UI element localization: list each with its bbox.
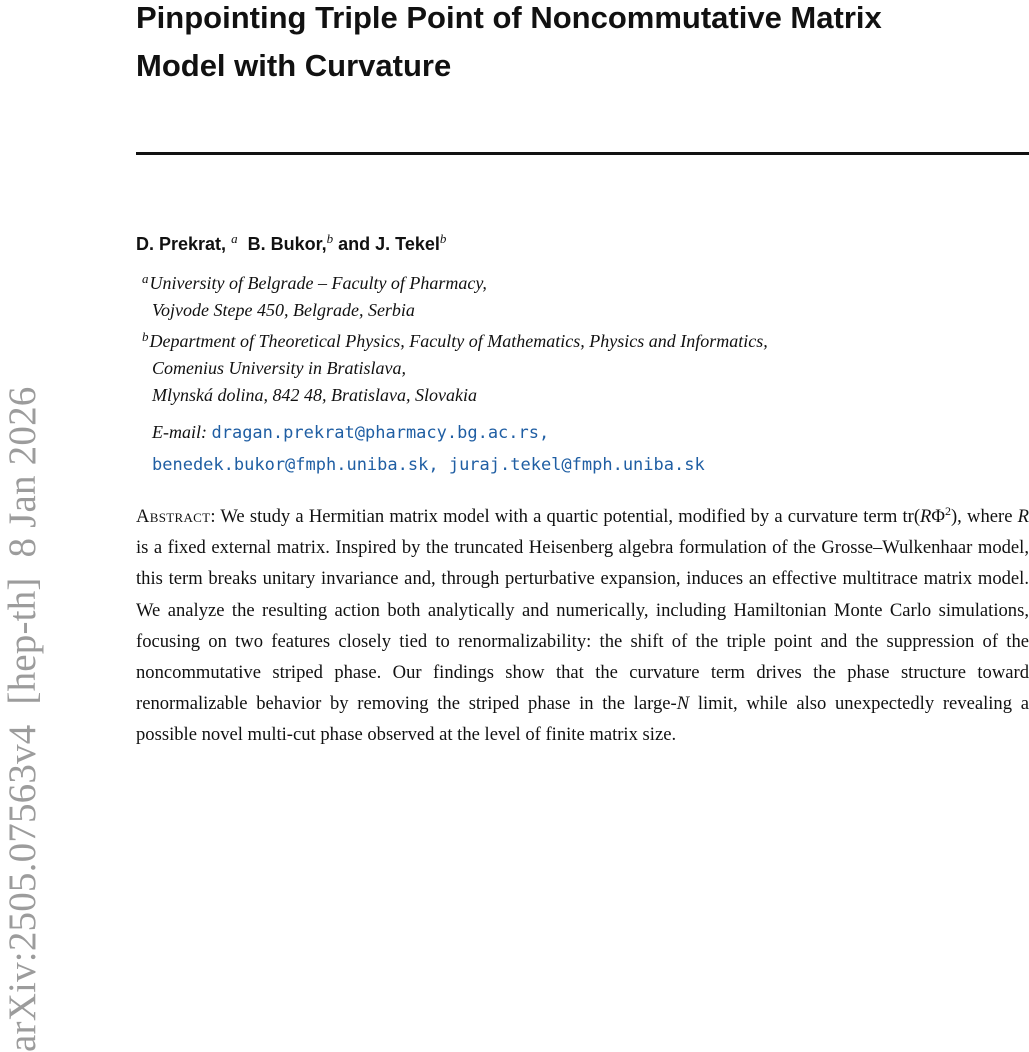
affiliation-b-mark: b xyxy=(142,329,149,344)
abstract-label: Abstract xyxy=(136,506,211,527)
symbol-r-matrix: R xyxy=(1017,506,1029,527)
affiliation-b-line-1 xyxy=(142,328,768,355)
abstract-text-3: is a fixed external matrix. Inspired by the truncated Heisenberg algebra formulation of the Grosse–Wulkenhaar model, this term breaks unitary invariance and, through perturbative expansion, induces an effective multitrace matrix model. We analyze the resulting action both analytically and numerically, including Hamiltonian Monte Carlo simulations, focusing on two features closely tied to renormalizability: the shift of the triple point and the suppression of the noncommutative striped phase. Our findings show that the curvature term drives the phase structure toward renormalizable behavior by removing the striped phase in the large- xyxy=(136,537,1029,715)
email-link-bukor[interactable]: benedek.bukor@fmph.uniba.sk xyxy=(152,455,429,475)
title-divider xyxy=(136,152,1029,155)
author-prekrat: D. Prekrat, xyxy=(136,234,227,254)
email-separator-2: , xyxy=(428,455,449,475)
abstract-label-colon: : xyxy=(210,506,216,527)
author-bukor: B. Bukor, xyxy=(247,234,327,254)
contact-emails xyxy=(152,417,705,481)
paper-title-line-1: Pinpointing Triple Point of Noncommutative Matrix xyxy=(136,0,882,35)
email-separator-1: , xyxy=(539,423,550,443)
affiliation-a-mark: a xyxy=(142,271,149,286)
symbol-n: N xyxy=(676,693,690,715)
author-tekel-affiliation-mark: b xyxy=(439,231,447,246)
abstract-text-4: limit, while also unexpectedly revealing a possible novel multi-cut phase observed at the level of finite matrix size. xyxy=(136,693,1029,746)
affiliation-b-address: Mlynská dolina, 842 48, Bratislava, Slovakia xyxy=(152,385,477,405)
symbol-r: R xyxy=(920,506,932,527)
affiliation-b xyxy=(142,328,768,409)
affiliation-b-university: Comenius University in Bratislava, xyxy=(152,358,406,378)
authors-conjunction: and xyxy=(338,234,371,254)
abstract-paragraph xyxy=(136,501,1029,751)
affiliation-a-institution: University of Belgrade – Faculty of Pharmacy, xyxy=(149,273,487,293)
paper-title-line-2: Model with Curvature xyxy=(136,48,452,83)
paper-title xyxy=(136,0,1016,90)
affiliation-a xyxy=(142,270,487,324)
author-tekel: J. Tekel xyxy=(375,234,440,254)
email-link-prekrat[interactable]: dragan.prekrat@pharmacy.bg.ac.rs xyxy=(211,423,539,443)
abstract-text-1: We study a Hermitian matrix model with a quartic potential, modified by a curvature term tr( xyxy=(215,506,921,527)
affiliation-a-line-1 xyxy=(142,270,487,297)
email-label: E-mail: xyxy=(152,422,207,442)
email-link-tekel[interactable]: juraj.tekel@fmph.uniba.sk xyxy=(448,455,705,475)
affiliation-a-address: Vojvode Stepe 450, Belgrade, Serbia xyxy=(152,300,415,320)
symbol-phi: Φ xyxy=(931,506,945,527)
exponent-two: 2 xyxy=(944,504,951,518)
author-bukor-affiliation-mark: b xyxy=(326,231,334,246)
abstract-text-2: ), where xyxy=(950,506,1018,527)
author-prekrat-affiliation-mark: a xyxy=(231,231,238,246)
affiliation-b-department: Department of Theoretical Physics, Faculty of Mathematics, Physics and Informatics, xyxy=(149,331,768,351)
author-list xyxy=(136,231,446,257)
arxiv-identifier-stamp: arXiv:2505.07563v4 [hep-th] 8 Jan 2026 xyxy=(1,386,44,1052)
